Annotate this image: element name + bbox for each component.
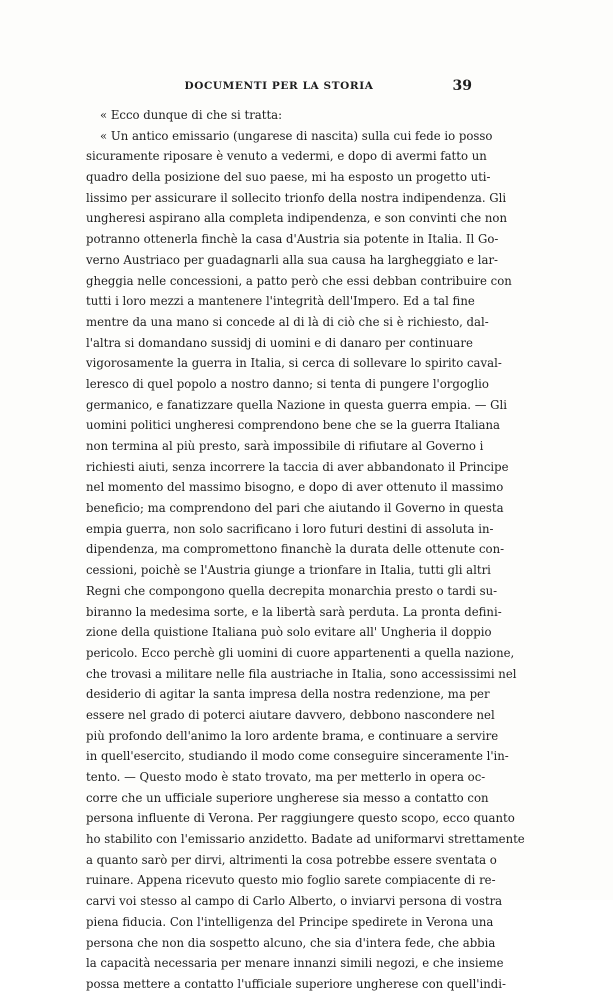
text-line: richiesti aiuti, senza incorrere la taccia di aver abbandonato il Principe xyxy=(86,459,509,474)
text-line: vigorosamente la guerra in Italia, si cerca di sollevare lo spirito caval- xyxy=(86,356,502,371)
text-line: mentre da una mano si concede al di là di ciò che si è richiesto, dal- xyxy=(86,314,489,329)
text-line: biranno la medesima sorte, e la libertà sarà perduta. La pronta defini- xyxy=(86,604,502,619)
text-line: tutti i loro mezzi a mantenere l'integrità dell'Impero. Ed a tal fine xyxy=(86,294,475,309)
page-header xyxy=(86,80,472,100)
page-number: 39 xyxy=(452,78,472,94)
text-line: potranno ottenerla finchè la casa d'Austria sia potente in Italia. Il Go- xyxy=(86,232,499,247)
text-line: non termina al più presto, sarà impossibile di rifiutare al Governo i xyxy=(86,439,484,453)
text-line: l'altra si domandano sussidj di uomini e di danaro per continuare xyxy=(86,335,473,350)
text-line: Regni che compongono quella decrepita monarchia presto o tardi su- xyxy=(86,583,498,598)
text-line: desiderio di agitar la santa impresa della nostra redenzione, ma per xyxy=(86,687,490,702)
text-line: gheggia nelle concessioni, a patto però che essi debban contribuire con xyxy=(86,273,512,288)
text-line: cessioni, poichè se l'Austria giunge a trionfare in Italia, tutti gli altri xyxy=(86,563,491,578)
text-line: a quanto sarò per dirvi, altrimenti la cosa potrebbe essere sventata o xyxy=(86,852,497,867)
running-title: DOCUMENTI PER LA STORIA xyxy=(184,80,374,92)
text-line: la capacità necessaria per menare innanzi simili negozi, e che insieme xyxy=(86,956,504,971)
text-line: beneficio; ma comprendono del pari che aiutando il Governo in questa xyxy=(86,501,504,516)
text-line: lissimo per assicurare il sollecito trionfo della nostra indipendenza. Gli xyxy=(86,190,507,205)
text-line: persona influente di Verona. Per raggiungere questo scopo, ecco quanto xyxy=(86,811,515,826)
text-line: pericolo. Ecco perchè gli uomini di cuore appartenenti a quella nazione, xyxy=(86,645,515,660)
text-line: ungheresi aspirano alla completa indipendenza, e son convinti che non xyxy=(86,211,507,226)
text-line: nel momento del massimo bisogno, e dopo di aver ottenuto il massimo xyxy=(86,480,504,495)
text-line: verno Austriaco per guadagnarli alla sua causa ha largheggiato e lar- xyxy=(86,252,498,267)
text-line: « Un antico emissario (ungarese di nascita) sulla cui fede io posso xyxy=(100,128,493,143)
text-line: piena fiducia. Con l'intelligenza del Principe spedirete in Verona una xyxy=(86,914,494,929)
text-line: ruinare. Appena ricevuto questo mio foglio sarete compiacente di re- xyxy=(86,873,496,888)
text-line: possa mettere a contatto l'ufficiale superiore ungherese con quell'indi- xyxy=(86,976,506,991)
text-line: zione della quistione Italiana può solo evitare all' Ungheria il doppio xyxy=(86,625,492,640)
text-line: in quell'esercito, studiando il modo come conseguire sinceramente l'in- xyxy=(86,749,509,764)
text-line: empia guerra, non solo sacrificano i loro futuri destini di assoluta in- xyxy=(86,521,494,536)
text-line: più profondo dell'animo la loro ardente brama, e continuare a servire xyxy=(86,728,499,743)
text-line: persona che non dia sospetto alcuno, che sia d'intera fede, che abbia xyxy=(86,935,496,950)
text-line: tento. — Questo modo è stato trovato, ma per metterlo in opera oc- xyxy=(86,770,486,784)
text-line: leresco di quel popolo a nostro danno; si tenta di pungere l'orgoglio xyxy=(86,376,489,391)
text-line: uomini politici ungheresi comprendono bene che se la guerra Italiana xyxy=(86,418,501,433)
text-line: carvi voi stesso al campo di Carlo Alberto, o inviarvi persona di vostra xyxy=(86,894,503,909)
text-line: germanico, e fanatizzare quella Nazione in questa guerra empia. — Gli xyxy=(86,397,507,412)
text-line: quadro della posizione del suo paese, mi ha esposto un progetto uti- xyxy=(86,170,491,185)
text-line: che trovasi a militare nelle fila austriache in Italia, sono accessissimi nel xyxy=(86,666,517,681)
text-line: corre che un ufficiale superiore ungherese sia messo a contatto con xyxy=(86,790,489,805)
text-line: dipendenza, ma compromettono financhè la durata delle ottenute con- xyxy=(86,542,505,557)
text-line: essere nel grado di poterci aiutare davvero, debbono nascondere nel xyxy=(86,707,495,722)
text-line: ho stabilito con l'emissario anzidetto. Badate ad uniformarvi strettamente xyxy=(86,832,525,847)
text-line: « Ecco dunque di che si tratta: xyxy=(100,108,283,122)
body-text xyxy=(86,105,525,995)
text-line: sicuramente riposare è venuto a vedermi, e dopo di avermi fatto un xyxy=(86,149,487,164)
